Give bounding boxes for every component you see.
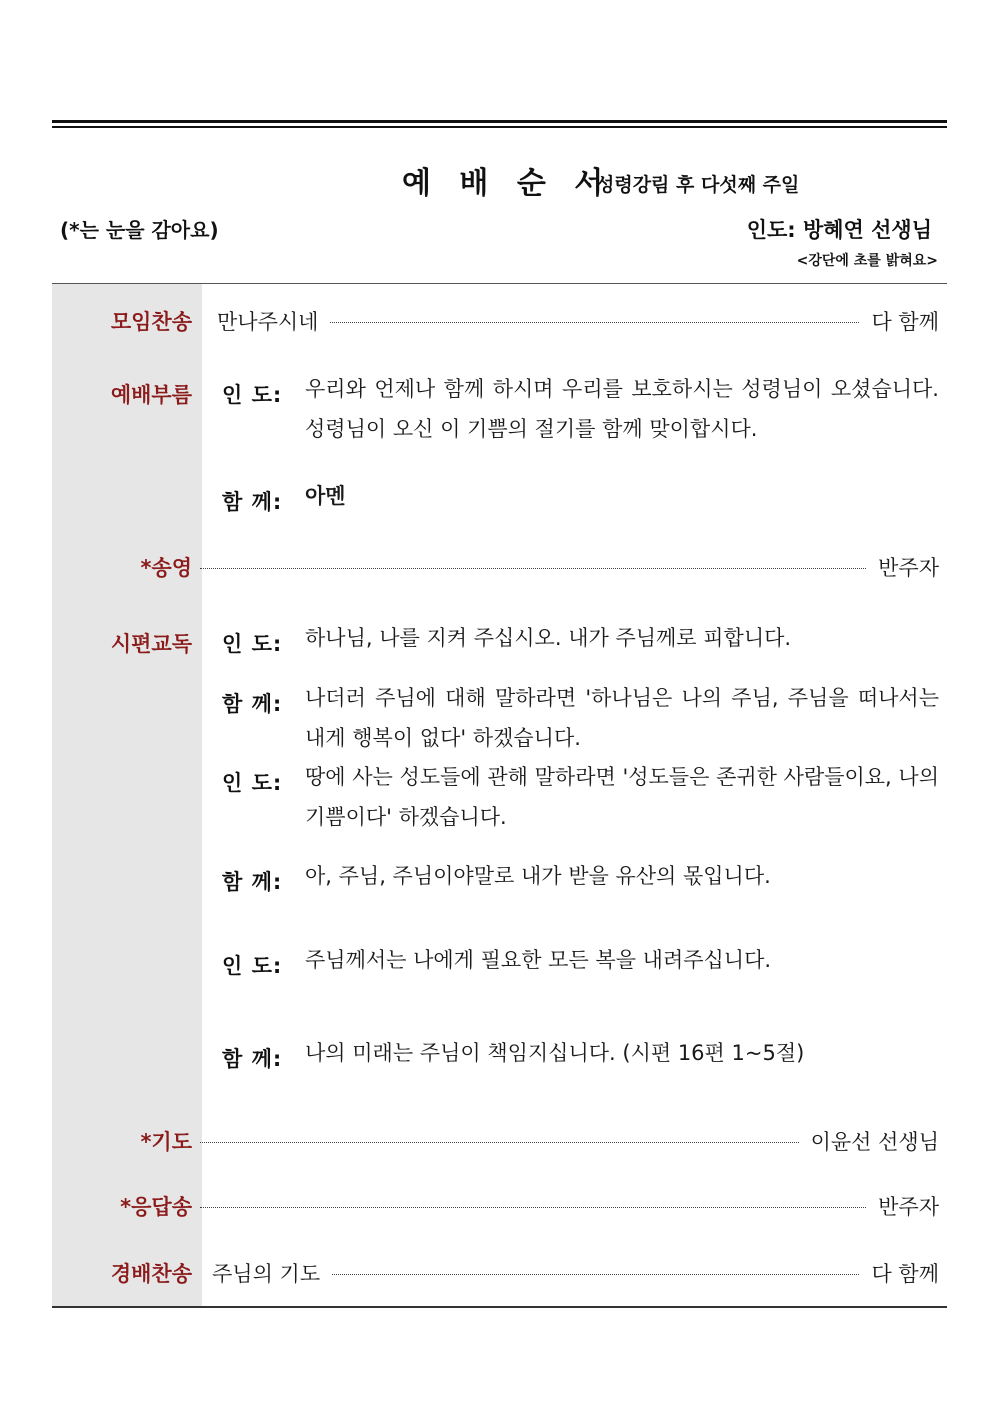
praise-row xyxy=(200,552,939,582)
psalter-text-6: 나의 미래는 주님이 책임지십니다. (시편 16편 1~5절) xyxy=(305,1041,805,1065)
gathering-hymn-label: 모임찬송 xyxy=(110,310,192,334)
psalter-speaker-2: 함 께: xyxy=(222,692,283,716)
prayer-row xyxy=(200,1126,939,1156)
psalter-text-4: 아, 주님, 주님이야말로 내가 받을 유산의 몫입니다. xyxy=(305,864,771,888)
page-subtitle: 성령강림 후 다섯째 주일 xyxy=(596,174,800,196)
page-title: 예 배 순 서 xyxy=(402,166,613,201)
psalter-speaker-3: 인 도: xyxy=(222,771,283,795)
gathering-hymn-title: 만나주시네 xyxy=(217,310,319,334)
dotted-leader xyxy=(330,322,859,323)
dotted-leader xyxy=(332,1274,859,1275)
gathering-hymn-who: 다 함께 xyxy=(871,310,939,334)
section-top-rule xyxy=(52,283,947,284)
psalter-text-1: 하나님, 나를 지켜 주십시오. 내가 주님께로 피합니다. xyxy=(305,626,792,650)
psalter-speaker-5: 인 도: xyxy=(222,954,283,978)
worship-leader: 인도: 방혜연 선생님 xyxy=(746,218,932,242)
reverence-hymn-row xyxy=(212,1258,939,1288)
psalter-speaker-4: 함 께: xyxy=(222,870,283,894)
top-rule-thin xyxy=(52,126,947,128)
dotted-leader xyxy=(200,1142,799,1143)
psalter-text-3: 땅에 사는 성도들에 관해 말하라면 '성도들은 존귀한 사람들이요, 나의 기쁨이다' 하겠습니다. xyxy=(305,765,939,829)
prayer-label: *기도 xyxy=(140,1130,192,1154)
eyes-closed-note: (*는 눈을 감아요) xyxy=(60,218,219,242)
reverence-hymn-who: 다 함께 xyxy=(871,1262,939,1286)
response-label: *응답송 xyxy=(120,1195,192,1219)
response-row xyxy=(200,1191,939,1221)
call-to-worship-label: 예배부름 xyxy=(110,383,192,407)
dotted-leader xyxy=(200,568,866,569)
prayer-who: 이윤선 선생님 xyxy=(810,1130,939,1154)
top-rule-thick xyxy=(52,120,947,123)
call-leader-text: 우리와 언제나 함께 하시며 우리를 보호하시는 성령님이 오셨습니다. 성령님이 오신 이 기쁨의 절기를 함께 맞이합시다. xyxy=(305,377,939,441)
response-who: 반주자 xyxy=(878,1195,939,1219)
psalter-text-5: 주님께서는 나에게 필요한 모든 복을 내려주십니다. xyxy=(305,948,772,972)
psalter-text-2: 나더러 주님에 대해 말하라면 '하나님은 나의 주님, 주님을 떠나서는 내게 행복이 없다' 하겠습니다. xyxy=(305,686,939,750)
gathering-hymn-row xyxy=(217,306,939,336)
psalter-speaker-6: 함 께: xyxy=(222,1047,283,1071)
psalter-speaker-1: 인 도: xyxy=(222,632,283,656)
dotted-leader xyxy=(200,1207,866,1208)
praise-who: 반주자 xyxy=(878,556,939,580)
candle-note: <강단에 초를 밝혀요> xyxy=(796,253,938,269)
call-all-text: 아멘 xyxy=(305,484,346,508)
call-leader-speaker: 인 도: xyxy=(222,383,283,407)
title-row xyxy=(0,158,992,201)
bottom-rule xyxy=(52,1306,947,1308)
praise-label: *송영 xyxy=(140,556,192,580)
psalter-label: 시편교독 xyxy=(110,632,192,656)
call-all-speaker: 함 께: xyxy=(222,490,283,514)
reverence-hymn-title: 주님의 기도 xyxy=(212,1262,321,1286)
reverence-hymn-label: 경배찬송 xyxy=(110,1262,192,1286)
